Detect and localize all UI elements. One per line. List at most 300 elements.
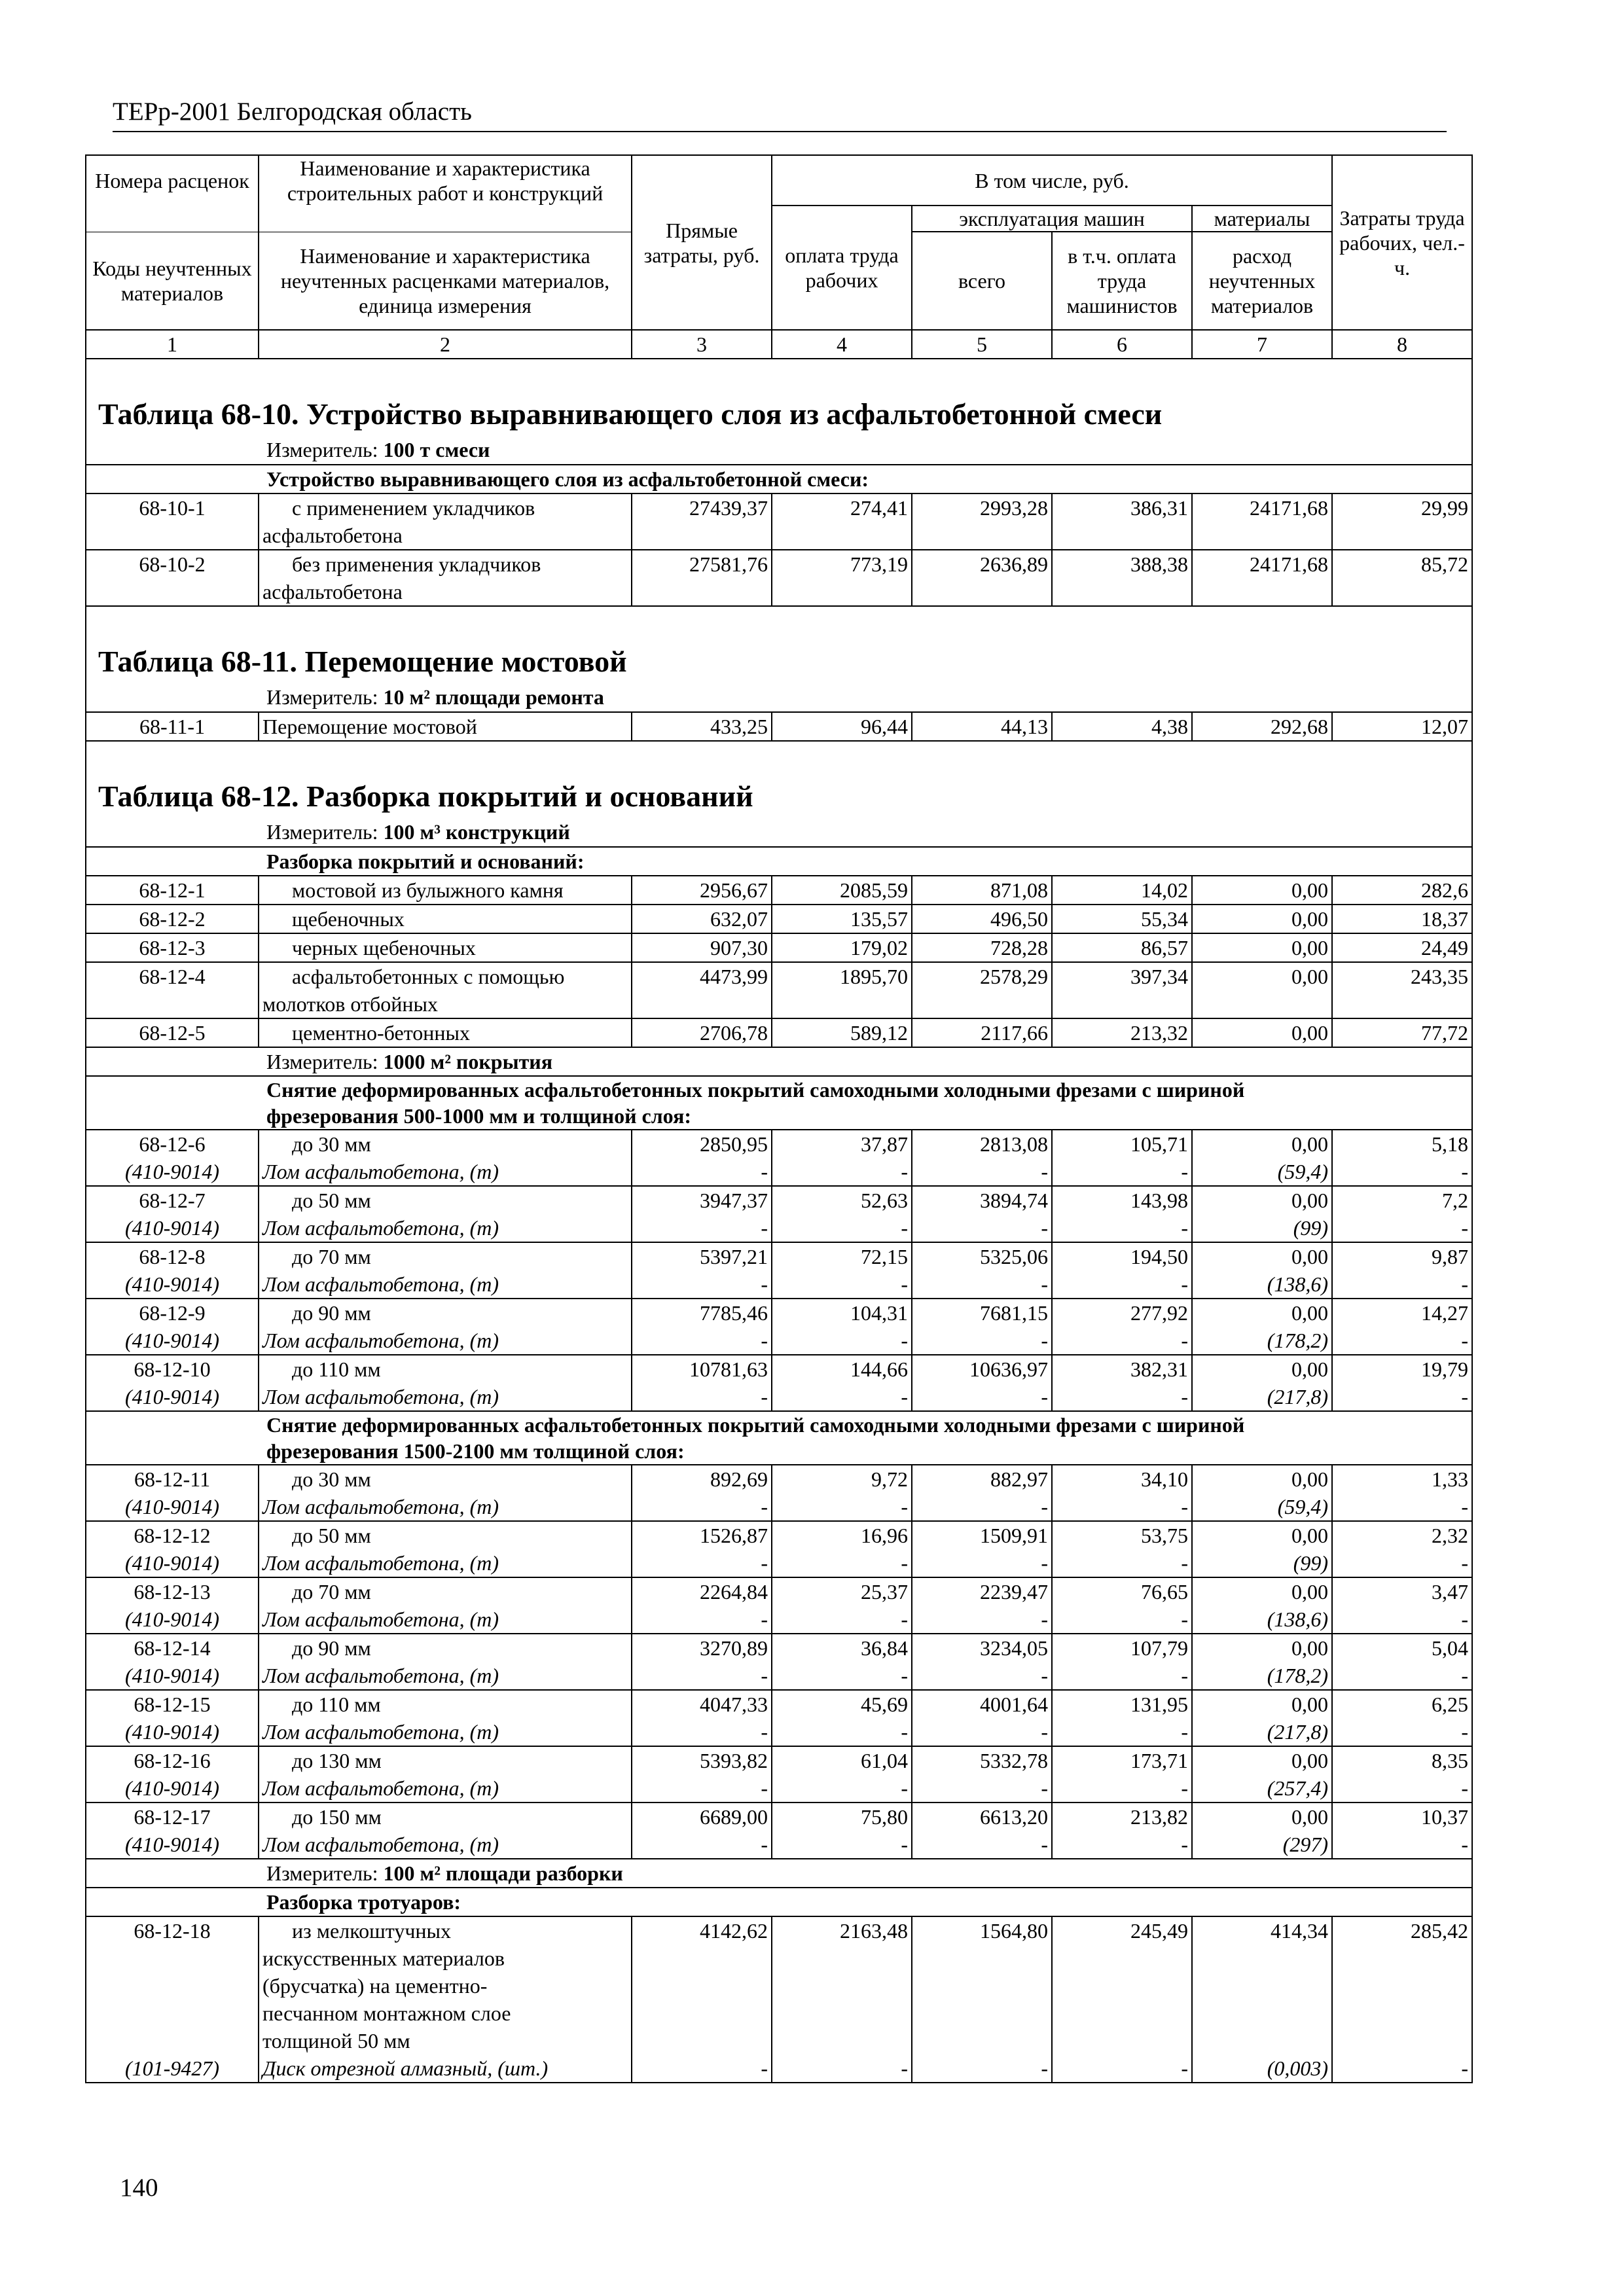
value-cell: 0,00	[1192, 876, 1332, 905]
rate-code: 68-12-14	[86, 1634, 259, 1662]
material-value-cell: -	[912, 1831, 1052, 1859]
material-value-cell: -	[772, 1605, 912, 1634]
value-cell: 0,00	[1192, 1634, 1332, 1662]
value-cell: 0,00	[1192, 1130, 1332, 1158]
material-code: (410-9014)	[86, 1214, 259, 1242]
value-cell: 0,00	[1192, 1803, 1332, 1831]
rate-name-line: (брусчатка) на цементно-	[262, 1974, 488, 1998]
value-cell: 871,08	[912, 876, 1052, 905]
material-value-cell: -	[772, 1831, 912, 1859]
measure-label: Измеритель:	[266, 438, 378, 461]
value-cell: 9,72	[772, 1465, 912, 1493]
material-row	[86, 1549, 1472, 1577]
value-cell: 18,37	[1332, 905, 1472, 933]
material-value-cell: -	[772, 1662, 912, 1690]
value-cell: 19,79	[1332, 1355, 1472, 1383]
value-cell: 4,38	[1052, 712, 1192, 741]
rate-code: 68-11-1	[86, 712, 259, 741]
rate-name-line: щебеночных	[292, 907, 405, 931]
value-cell: 2636,89	[912, 550, 1052, 606]
measure-line	[86, 1047, 1472, 1076]
value-cell: 213,82	[1052, 1803, 1192, 1831]
subsection-line: фрезерования 500-1000 мм и толщиной слоя:	[266, 1104, 692, 1128]
material-row	[86, 1718, 1472, 1746]
table-row	[86, 1577, 1472, 1605]
value-cell: 243,35	[1332, 962, 1472, 1018]
value-cell: 104,31	[772, 1299, 912, 1327]
table-row	[86, 1186, 1472, 1214]
material-value-cell: -	[632, 1774, 772, 1803]
material-value-cell: -	[912, 1158, 1052, 1186]
material-value-cell: -	[761, 2056, 768, 2080]
measure-label: Измеритель:	[266, 1050, 378, 1073]
value-cell: 52,63	[772, 1186, 912, 1214]
measure-line	[86, 818, 1472, 847]
subsection-row	[86, 1888, 1472, 1916]
rate-name-line: асфальтобетона	[262, 580, 403, 603]
table-row	[86, 1242, 1472, 1270]
value-cell: 907,30	[632, 933, 772, 962]
material-value-cell: -	[1052, 1774, 1192, 1803]
value-cell: 105,71	[1052, 1130, 1192, 1158]
material-name: Лом асфальтобетона, (т)	[259, 1774, 632, 1803]
table-row	[86, 1355, 1472, 1383]
measure-line	[86, 1859, 1472, 1888]
material-name: Диск отрезной алмазный, (шт.)	[262, 2056, 549, 2080]
value-cell: 4142,62	[700, 1919, 768, 1943]
value-cell: 1526,87	[632, 1521, 772, 1549]
col-header-materials: материалы	[1192, 206, 1332, 232]
value-cell: 773,19	[772, 550, 912, 606]
material-value-cell: -	[1332, 1327, 1472, 1355]
rate-name	[259, 1018, 632, 1047]
value-cell: 2850,95	[632, 1130, 772, 1158]
value-cell: 24171,68	[1192, 550, 1332, 606]
value-cell: 728,28	[912, 933, 1052, 962]
measure-value: 10 м² площади ремонта	[383, 685, 604, 709]
value-cell: 5325,06	[912, 1242, 1052, 1270]
material-code: (410-9014)	[86, 1383, 259, 1411]
material-value-cell: -	[912, 1214, 1052, 1242]
material-value-cell: (178,2)	[1192, 1662, 1332, 1690]
rate-name	[259, 712, 632, 741]
rate-name-line: черных щебеночных	[292, 936, 476, 960]
material-value-cell: -	[772, 1549, 912, 1577]
value-cell: 3270,89	[632, 1634, 772, 1662]
measure-label: Измеритель:	[266, 1861, 378, 1885]
col-header-code: Коды неучтенных материалов	[86, 232, 259, 330]
rate-code: 68-10-1	[86, 493, 259, 550]
value-cell: 2085,59	[772, 876, 912, 905]
table-row	[86, 1130, 1472, 1158]
value-cell: 75,80	[772, 1803, 912, 1831]
material-value-cell: -	[1052, 1831, 1192, 1859]
value-cell: 5393,82	[632, 1746, 772, 1774]
col-header-machines: эксплуатация машин	[912, 206, 1192, 232]
material-name: Лом асфальтобетона, (т)	[259, 1549, 632, 1577]
material-value-cell: -	[772, 1327, 912, 1355]
col-number: 7	[1192, 330, 1332, 359]
value-cell: 135,57	[772, 905, 912, 933]
value-cell: 1,33	[1332, 1465, 1472, 1493]
material-value-cell: -	[1181, 2056, 1188, 2080]
value-cell: 1564,80	[980, 1919, 1048, 1943]
value-cell: 37,87	[772, 1130, 912, 1158]
subsection-title	[86, 465, 1472, 493]
col-number: 6	[1052, 330, 1192, 359]
material-value-cell: -	[1052, 1214, 1192, 1242]
material-value-cell: -	[912, 1270, 1052, 1299]
material-value-cell: -	[1332, 1549, 1472, 1577]
value-cell: 0,00	[1192, 962, 1332, 1018]
value-cell: 386,31	[1052, 493, 1192, 550]
material-name: Лом асфальтобетона, (т)	[259, 1383, 632, 1411]
value-cell: 2239,47	[912, 1577, 1052, 1605]
value-block	[912, 1916, 1052, 2083]
measure-label: Измеритель:	[266, 820, 378, 844]
material-code: (410-9014)	[86, 1493, 259, 1521]
material-value-cell: (0,003)	[1267, 2056, 1329, 2080]
material-value-cell: -	[912, 1493, 1052, 1521]
material-code: (410-9014)	[86, 1662, 259, 1690]
material-row	[86, 1327, 1472, 1355]
value-cell: 0,00	[1192, 1577, 1332, 1605]
table-row	[86, 1916, 1472, 2083]
value-cell: 61,04	[772, 1746, 912, 1774]
measure-row	[86, 1047, 1472, 1076]
col-number: 2	[259, 330, 632, 359]
measure-line	[86, 436, 1472, 465]
col-header-material-name: Наименование и характеристика неучтенных расценками материалов, единица измерения	[259, 232, 632, 330]
measure-label: Измеритель:	[266, 685, 378, 709]
value-cell: 55,34	[1052, 905, 1192, 933]
material-value-cell: -	[1332, 1158, 1472, 1186]
material-value-cell: -	[1052, 1327, 1192, 1355]
col-number: 4	[772, 330, 912, 359]
column-number-row	[86, 330, 1472, 359]
measure-line	[86, 683, 1472, 712]
material-code: (410-9014)	[86, 1774, 259, 1803]
value-cell: 2163,48	[840, 1919, 908, 1943]
material-value-cell: (59,4)	[1192, 1493, 1332, 1521]
rate-name: до 130 мм	[259, 1746, 632, 1774]
material-value-cell: -	[1052, 1383, 1192, 1411]
rate-name: до 70 мм	[259, 1577, 632, 1605]
value-cell: 25,37	[772, 1577, 912, 1605]
rate-name	[259, 962, 632, 1018]
value-cell: 76,65	[1052, 1577, 1192, 1605]
table-row	[86, 1018, 1472, 1047]
value-cell: 2813,08	[912, 1130, 1052, 1158]
rate-name: до 30 мм	[259, 1130, 632, 1158]
material-value-cell: -	[1052, 1605, 1192, 1634]
subsection-title	[86, 1411, 1472, 1465]
value-cell: 7,2	[1332, 1186, 1472, 1214]
rate-name-line: толщиной 50 мм	[262, 2029, 410, 2053]
value-cell: 4473,99	[632, 962, 772, 1018]
material-row	[86, 1383, 1472, 1411]
value-cell: 3,47	[1332, 1577, 1472, 1605]
value-cell: 96,44	[772, 712, 912, 741]
material-row	[86, 1158, 1472, 1186]
subsection-row	[86, 1076, 1472, 1130]
material-value-cell: -	[632, 1549, 772, 1577]
value-cell: 27439,37	[632, 493, 772, 550]
value-cell: 213,32	[1052, 1018, 1192, 1047]
subsection-line: Снятие деформированных асфальтобетонных покрытий самоходными холодными фрезами с шириной	[266, 1078, 1245, 1102]
material-value-cell: -	[1052, 1493, 1192, 1521]
material-value-cell: (59,4)	[1192, 1158, 1332, 1186]
col-header-direct: Прямые затраты, руб.	[632, 155, 772, 330]
value-cell: 0,00	[1192, 1299, 1332, 1327]
value-cell: 2578,29	[912, 962, 1052, 1018]
material-value-cell: -	[1332, 1270, 1472, 1299]
table-row	[86, 933, 1472, 962]
rate-name: до 30 мм	[259, 1465, 632, 1493]
material-value-cell: -	[1332, 1718, 1472, 1746]
material-code: (410-9014)	[86, 1605, 259, 1634]
material-value-cell: -	[1332, 1831, 1472, 1859]
table-row	[86, 876, 1472, 905]
col-header-name: Наименование и характеристика строительных работ и конструкций	[259, 155, 632, 206]
col-header-number: Номера расценок	[86, 155, 259, 206]
value-cell: 1895,70	[772, 962, 912, 1018]
header-row-1	[86, 155, 1472, 206]
material-value-cell: -	[1461, 2056, 1469, 2080]
material-value-cell: (217,8)	[1192, 1718, 1332, 1746]
rate-code: 68-12-15	[86, 1690, 259, 1718]
subsection-line: Разборка тротуаров:	[266, 1890, 461, 1914]
subsection-title	[86, 1076, 1472, 1130]
col-header-number-spacer	[86, 206, 259, 232]
table-row	[86, 712, 1472, 741]
rate-name-line: Перемощение мостовой	[262, 715, 477, 738]
material-value-cell: -	[1052, 1270, 1192, 1299]
material-row	[86, 1270, 1472, 1299]
table-row	[86, 1465, 1472, 1493]
material-value-cell: (138,6)	[1192, 1270, 1332, 1299]
material-value-cell: (178,2)	[1192, 1327, 1332, 1355]
value-cell: 14,27	[1332, 1299, 1472, 1327]
rate-name-line: без применения укладчиков	[292, 552, 541, 576]
value-cell: 8,35	[1332, 1746, 1472, 1774]
value-cell: 10,37	[1332, 1803, 1472, 1831]
value-cell: 4047,33	[632, 1690, 772, 1718]
material-value-cell: -	[772, 1493, 912, 1521]
material-value-cell: -	[1052, 1662, 1192, 1690]
rate-code: 68-12-8	[86, 1242, 259, 1270]
value-cell: 6,25	[1332, 1690, 1472, 1718]
value-cell: 245,49	[1130, 1919, 1188, 1943]
rate-name-line: искусственных материалов	[262, 1946, 505, 1970]
rate-code: 68-12-11	[86, 1465, 259, 1493]
value-cell: 397,34	[1052, 962, 1192, 1018]
material-name: Лом асфальтобетона, (т)	[259, 1831, 632, 1859]
rate-name: до 150 мм	[259, 1803, 632, 1831]
col-header-wages: оплата труда рабочих	[772, 206, 912, 330]
table-row	[86, 493, 1472, 550]
value-cell: 388,38	[1052, 550, 1192, 606]
material-value-cell: -	[1052, 1158, 1192, 1186]
col-header-name-spacer	[259, 206, 632, 232]
subsection-line: фрезерования 1500-2100 мм толщиной слоя:	[266, 1439, 685, 1463]
material-value-cell: -	[632, 1327, 772, 1355]
value-cell: 107,79	[1052, 1634, 1192, 1662]
value-cell: 77,72	[1332, 1018, 1472, 1047]
value-cell: 2117,66	[912, 1018, 1052, 1047]
rate-code: 68-12-10	[86, 1355, 259, 1383]
value-cell: 0,00	[1192, 1355, 1332, 1383]
material-value-cell: -	[632, 1718, 772, 1746]
value-cell: 27581,76	[632, 550, 772, 606]
material-value-cell: (297)	[1192, 1831, 1332, 1859]
col-number: 1	[86, 330, 259, 359]
material-value-cell: -	[901, 2056, 908, 2080]
material-value-cell: -	[1332, 1493, 1472, 1521]
col-number: 5	[912, 330, 1052, 359]
value-cell: 44,13	[912, 712, 1052, 741]
material-value-cell: -	[632, 1662, 772, 1690]
value-cell: 892,69	[632, 1465, 772, 1493]
value-cell: 496,50	[912, 905, 1052, 933]
value-cell: 433,25	[632, 712, 772, 741]
value-cell: 0,00	[1192, 1242, 1332, 1270]
value-cell: 7785,46	[632, 1299, 772, 1327]
material-value-cell: -	[632, 1214, 772, 1242]
material-value-cell: (99)	[1192, 1549, 1332, 1577]
material-value-cell: -	[1052, 1549, 1192, 1577]
table-title: Таблица 68-11. Перемощение мостовой	[86, 606, 1472, 683]
header-row-2	[86, 206, 1472, 232]
value-cell: 1509,91	[912, 1521, 1052, 1549]
measure-row	[86, 818, 1472, 847]
rate-code: 68-12-1	[86, 876, 259, 905]
value-cell: 0,00	[1192, 1465, 1332, 1493]
material-value-cell: -	[632, 1831, 772, 1859]
col-header-material-usage: расход неучтенных материалов	[1192, 232, 1332, 330]
material-code: (410-9014)	[86, 1718, 259, 1746]
value-cell: 285,42	[1411, 1919, 1469, 1943]
rate-name-line: асфальтобетонных с помощью	[292, 965, 565, 988]
rate-code: 68-12-6	[86, 1130, 259, 1158]
material-value-cell: -	[1332, 1383, 1472, 1411]
header-rule	[113, 131, 1447, 132]
value-cell: 2264,84	[632, 1577, 772, 1605]
material-value-cell: (99)	[1192, 1214, 1332, 1242]
rate-name-line: молотков отбойных	[262, 992, 438, 1016]
table-row	[86, 1299, 1472, 1327]
material-value-cell: -	[1052, 1718, 1192, 1746]
material-row	[86, 1774, 1472, 1803]
rate-name-line: с применением укладчиков	[292, 496, 535, 520]
table-row	[86, 962, 1472, 1018]
subsection-title	[86, 847, 1472, 876]
material-name: Лом асфальтобетона, (т)	[259, 1214, 632, 1242]
value-cell: 277,92	[1052, 1299, 1192, 1327]
table-row	[86, 1634, 1472, 1662]
value-cell: 0,00	[1192, 1186, 1332, 1214]
material-value-cell: -	[1332, 1774, 1472, 1803]
value-cell: 2993,28	[912, 493, 1052, 550]
rate-code: 68-12-5	[86, 1018, 259, 1047]
value-cell: 6613,20	[912, 1803, 1052, 1831]
material-name: Лом асфальтобетона, (т)	[259, 1327, 632, 1355]
measure-value: 1000 м² покрытия	[383, 1050, 553, 1073]
rate-name-line: из мелкоштучных	[292, 1919, 452, 1943]
value-cell: 45,69	[772, 1690, 912, 1718]
material-name: Лом асфальтобетона, (т)	[259, 1662, 632, 1690]
material-value-cell: -	[632, 1158, 772, 1186]
value-cell: 10781,63	[632, 1355, 772, 1383]
page-number: 140	[120, 2174, 158, 2202]
col-header-machinist-wages: в т.ч. оплата труда машинистов	[1052, 232, 1192, 330]
material-value-cell: (138,6)	[1192, 1605, 1332, 1634]
rate-code: 68-12-17	[86, 1803, 259, 1831]
value-cell: 2956,67	[632, 876, 772, 905]
material-value-cell: -	[1332, 1214, 1472, 1242]
value-cell: 86,57	[1052, 933, 1192, 962]
value-cell: 6689,00	[632, 1803, 772, 1831]
material-value-cell: -	[772, 1383, 912, 1411]
value-cell: 282,6	[1332, 876, 1472, 905]
value-cell: 0,00	[1192, 1690, 1332, 1718]
material-code: (410-9014)	[86, 1549, 259, 1577]
value-cell: 589,12	[772, 1018, 912, 1047]
col-number: 3	[632, 330, 772, 359]
value-cell: 9,87	[1332, 1242, 1472, 1270]
rate-code-block	[86, 1916, 259, 2083]
table-title-row	[86, 606, 1472, 683]
table-row	[86, 1746, 1472, 1774]
table-title-row	[86, 741, 1472, 818]
material-value-cell: -	[912, 1662, 1052, 1690]
value-cell: 0,00	[1192, 1018, 1332, 1047]
value-cell: 7681,15	[912, 1299, 1052, 1327]
table-row	[86, 1803, 1472, 1831]
material-value-cell: -	[912, 1718, 1052, 1746]
col-header-labor: Затраты труда рабочих, чел.-ч.	[1332, 155, 1472, 330]
price-table-wrapper	[85, 154, 1471, 2083]
rate-name-block	[259, 1916, 632, 2083]
material-value-cell: -	[632, 1270, 772, 1299]
material-row	[86, 1831, 1472, 1859]
value-block	[1192, 1916, 1332, 2083]
value-cell: 882,97	[912, 1465, 1052, 1493]
value-block	[772, 1916, 912, 2083]
value-cell: 0,00	[1192, 1746, 1332, 1774]
value-block	[1332, 1916, 1472, 2083]
running-header: ТЕРр-2001 Белгородская область	[113, 98, 472, 126]
rate-name	[259, 933, 632, 962]
value-cell: 12,07	[1332, 712, 1472, 741]
material-value-cell: (257,4)	[1192, 1774, 1332, 1803]
material-value-cell: -	[772, 1158, 912, 1186]
rate-code: 68-12-9	[86, 1299, 259, 1327]
rate-code: 68-12-2	[86, 905, 259, 933]
value-cell: 0,00	[1192, 1521, 1332, 1549]
table-row	[86, 550, 1472, 606]
value-cell: 2706,78	[632, 1018, 772, 1047]
value-cell: 3947,37	[632, 1186, 772, 1214]
rate-name: до 50 мм	[259, 1521, 632, 1549]
measure-row	[86, 436, 1472, 465]
value-cell: 29,99	[1332, 493, 1472, 550]
value-cell: 10636,97	[912, 1355, 1052, 1383]
table-title: Таблица 68-10. Устройство выравнивающего слоя из асфальтобетонной смеси	[86, 359, 1472, 436]
value-cell: 24171,68	[1192, 493, 1332, 550]
col-header-group: В том числе, руб.	[772, 155, 1332, 206]
value-cell: 131,95	[1052, 1690, 1192, 1718]
